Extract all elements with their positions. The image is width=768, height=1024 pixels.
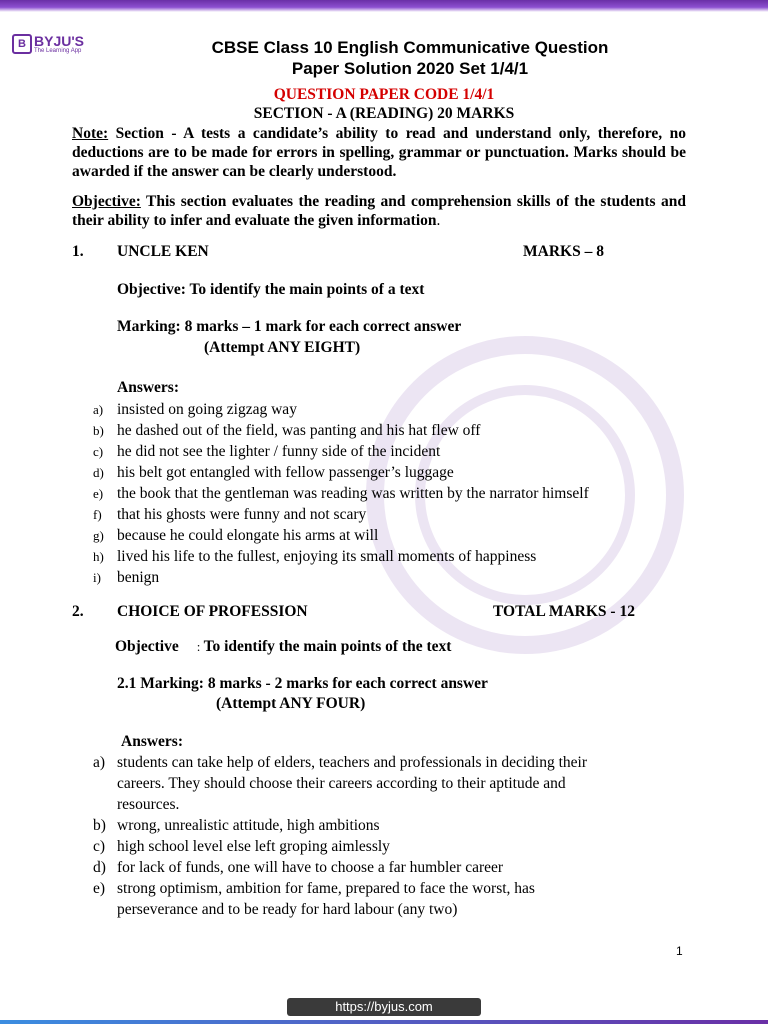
list-item-label: b)	[93, 423, 104, 438]
note-paragraph	[72, 124, 686, 181]
footer-color-band	[0, 1020, 768, 1024]
logo-brand-name: BYJU'S	[34, 33, 85, 49]
footer-url-link[interactable]: https://byjus.com	[335, 999, 433, 1014]
top-color-band	[0, 0, 768, 12]
byjus-logo-mark-icon: B	[12, 34, 32, 54]
list-item-label: i)	[93, 570, 101, 585]
q2-objective-text: To identify the main points of the text	[203, 638, 452, 655]
list-item: strong optimism, ambition for fame, prepared to face the worst, has	[117, 880, 535, 897]
list-item-label: f)	[93, 507, 102, 522]
q2-marks: TOTAL MARKS - 12	[493, 603, 635, 620]
list-item-label: a)	[93, 754, 106, 771]
q1-answers-label: Answers:	[117, 379, 179, 396]
section-heading: SECTION - A (READING) 20 MARKS	[253, 105, 515, 122]
list-item: insisted on going zigzag way	[117, 401, 297, 418]
objective-end: .	[436, 212, 441, 229]
page-title-line-2: Paper Solution 2020 Set 1/4/1	[291, 59, 529, 78]
list-item: students can take help of elders, teachers and professionals in deciding their	[117, 754, 588, 771]
objective-label: Objective:	[72, 193, 141, 210]
page-footer	[0, 990, 768, 1024]
note-text: Section - A tests a candidate’s ability to read and understand only, therefore, no deductions are to be made for errors in spelling, grammar or punctuation. Marks should be awarded if the answer can be clearly understood.	[72, 125, 686, 180]
logo-tagline: The Learning App	[34, 48, 82, 54]
q2-number: 2.	[72, 603, 84, 620]
objective-text: This section evaluates the reading and comprehension skills of the students and their ability to infer and evaluate the given information	[72, 193, 686, 229]
question-paper-code: QUESTION PAPER CODE 1/4/1	[273, 86, 495, 103]
q1-number: 1.	[72, 243, 84, 260]
list-item: he dashed out of the field, was panting and his hat flew off	[117, 422, 481, 439]
q1-marking: Marking: 8 marks – 1 mark for each correct answer	[117, 318, 462, 335]
list-item-label: e)	[93, 880, 106, 897]
q1-title: UNCLE KEN	[117, 243, 209, 260]
list-item: he did not see the lighter / funny side of the incident	[117, 443, 441, 460]
q2-marking: 2.1 Marking: 8 marks - 2 marks for each correct answer	[117, 675, 488, 692]
list-item: because he could elongate his arms at will	[117, 527, 379, 544]
list-item: his belt got entangled with fellow passenger’s luggage	[117, 464, 454, 481]
list-item-label: c)	[93, 838, 106, 855]
list-item: perseverance and to be ready for hard labour (any two)	[117, 901, 458, 918]
list-item-label: d)	[93, 859, 106, 876]
page-title-line-1: CBSE Class 10 English Communicative Question	[211, 38, 609, 57]
q2-objective-separator: :	[196, 639, 204, 654]
list-item: that his ghosts were funny and not scary	[117, 506, 367, 523]
note-label: Note:	[72, 125, 109, 142]
q1-objective: Objective: To identify the main points of a text	[117, 281, 425, 298]
list-item: wrong, unrealistic attitude, high ambitions	[117, 817, 380, 834]
list-item-label: g)	[93, 528, 104, 543]
list-item: lived his life to the fullest, enjoying its small moments of happiness	[117, 548, 537, 565]
list-item: high school level else left groping aimlessly	[117, 838, 390, 855]
list-item-label: c)	[93, 444, 104, 459]
list-item-label: d)	[93, 465, 104, 480]
page-number: 1	[676, 944, 683, 958]
list-item: careers. They should choose their careers according to their aptitude and	[117, 775, 566, 792]
objective-paragraph	[72, 192, 686, 230]
q2-objective	[115, 637, 451, 657]
list-item: for lack of funds, one will have to choose a far humbler career	[117, 859, 504, 876]
list-item: the book that the gentleman was reading was written by the narrator himself	[117, 485, 589, 502]
q2-answers-label: Answers:	[121, 733, 183, 750]
q2-objective-label: Objective	[115, 638, 179, 655]
list-item-label: e)	[93, 486, 104, 501]
list-item-label: h)	[93, 549, 104, 564]
list-item: benign	[117, 569, 160, 586]
byjus-logo	[12, 34, 84, 55]
list-item-label: b)	[93, 817, 106, 834]
list-item-label: a)	[93, 402, 104, 417]
q1-marks: MARKS – 8	[523, 243, 604, 260]
q1-attempt: (Attempt ANY EIGHT)	[204, 339, 361, 356]
list-item: resources.	[117, 796, 180, 813]
q2-attempt: (Attempt ANY FOUR)	[216, 695, 366, 712]
q2-title: CHOICE OF PROFESSION	[117, 603, 308, 620]
